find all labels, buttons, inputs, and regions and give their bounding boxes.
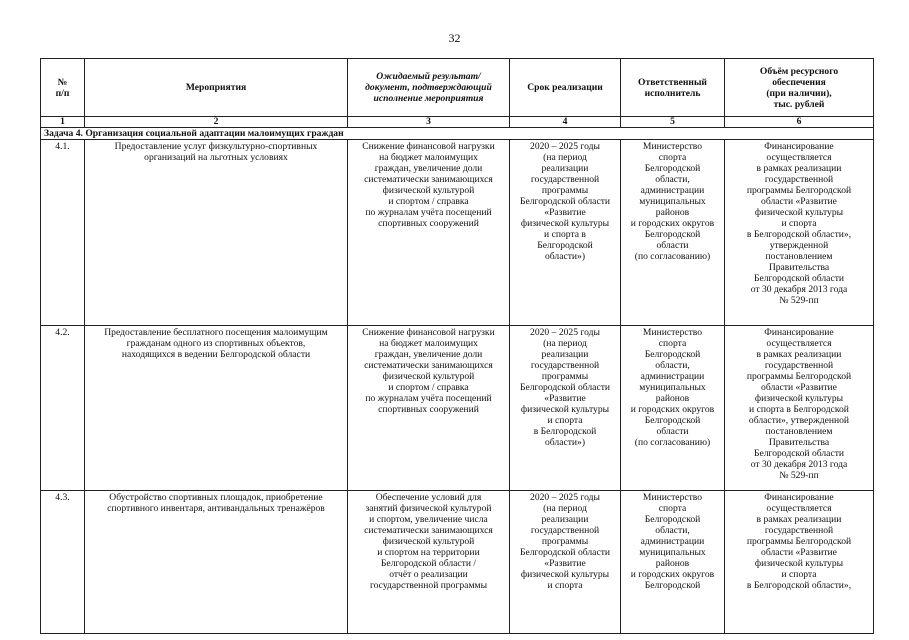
row-executor: Министерство спорта Белгородской области, администрации муниципальных районов и городских округов Белгородской области (по согласованию) bbox=[621, 140, 725, 326]
row-num: 4.2. bbox=[41, 326, 85, 491]
header-resources: Объём ресурсного обеспечения (при наличии), тыс. рублей bbox=[725, 59, 874, 117]
activities-table bbox=[40, 58, 874, 634]
column-number: 6 bbox=[725, 117, 874, 128]
row-num: 4.3. bbox=[41, 491, 85, 634]
row-result: Снижение финансовой нагрузки на бюджет малоимущих граждан, увеличение доли систематически занимающихся физической культурой и спортом / справка по журналам учёта посещений спортивных сооружений bbox=[348, 326, 510, 491]
table-row bbox=[41, 491, 874, 634]
column-number: 1 bbox=[41, 117, 85, 128]
row-resources: Финансирование осуществляется в рамках реализации государственной программы Белгородской области «Развитие физической культуры и спорта в Белгородской области», утвержденной постановлением Правительства Белгородской области от 30 декабря 2013 года № 529-пп bbox=[725, 326, 874, 491]
row-num: 4.1. bbox=[41, 140, 85, 326]
row-activity: Предоставление услуг физкультурно-спортивных организаций на льготных условиях bbox=[85, 140, 348, 326]
row-executor: Министерство спорта Белгородской области, администрации муниципальных районов и городских округов Белгородской области (по согласованию) bbox=[621, 326, 725, 491]
header-period: Срок реализации bbox=[510, 59, 621, 117]
row-result: Снижение финансовой нагрузки на бюджет малоимущих граждан, увеличение доли систематически занимающихся физической культурой и спортом / справка по журналам учёта посещений спортивных сооружений bbox=[348, 140, 510, 326]
row-activity: Предоставление бесплатного посещения малоимущим гражданам одного из спортивных объектов, находящихся в ведении Белгородской области bbox=[85, 326, 348, 491]
column-number: 3 bbox=[348, 117, 510, 128]
task-title: Задача 4. Организация социальной адаптации малоимущих граждан bbox=[41, 128, 874, 140]
table-header-row bbox=[41, 59, 874, 117]
column-number: 4 bbox=[510, 117, 621, 128]
row-resources: Финансирование осуществляется в рамках реализации государственной программы Белгородской области «Развитие физической культуры и спорта в Белгородской области», утвержденной постановлением Правительства Белгородской области от 30 декабря 2013 года № 529-пп bbox=[725, 140, 874, 326]
task-title-row bbox=[41, 128, 874, 140]
row-period: 2020 – 2025 годы (на период реализации государственной программы Белгородской области «Развитие физической культуры и спорта в Белгородской области») bbox=[510, 326, 621, 491]
row-period: 2020 – 2025 годы (на период реализации государственной программы Белгородской области «Развитие физической культуры и спорта в Белгородской области») bbox=[510, 140, 621, 326]
page-number: 32 bbox=[448, 31, 461, 45]
row-resources: Финансирование осуществляется в рамках реализации государственной программы Белгородской области «Развитие физической культуры и спорта в Белгородской области», bbox=[725, 491, 874, 634]
row-executor: Министерство спорта Белгородской области, администрации муниципальных районов и городских округов Белгородской bbox=[621, 491, 725, 634]
row-period: 2020 – 2025 годы (на период реализации государственной программы Белгородской области «Развитие физической культуры и спорта bbox=[510, 491, 621, 634]
table-row bbox=[41, 140, 874, 326]
header-executor: Ответственный исполнитель bbox=[621, 59, 725, 117]
table-row bbox=[41, 326, 874, 491]
row-activity: Обустройство спортивных площадок, приобретение спортивного инвентаря, антивандальных тренажёров bbox=[85, 491, 348, 634]
header-result: Ожидаемый результат/ документ, подтверждающий исполнение мероприятия bbox=[348, 59, 510, 117]
column-number: 2 bbox=[85, 117, 348, 128]
header-activity: Мероприятия bbox=[85, 59, 348, 117]
row-result: Обеспечение условий для занятий физической культурой и спортом, увеличение числа систематически занимающихся физической культурой и спортом на территории Белгородской области / отчёт о реализации государственной программы bbox=[348, 491, 510, 634]
column-number: 5 bbox=[621, 117, 725, 128]
column-number-row bbox=[41, 117, 874, 128]
header-num: № п/п bbox=[41, 59, 85, 117]
